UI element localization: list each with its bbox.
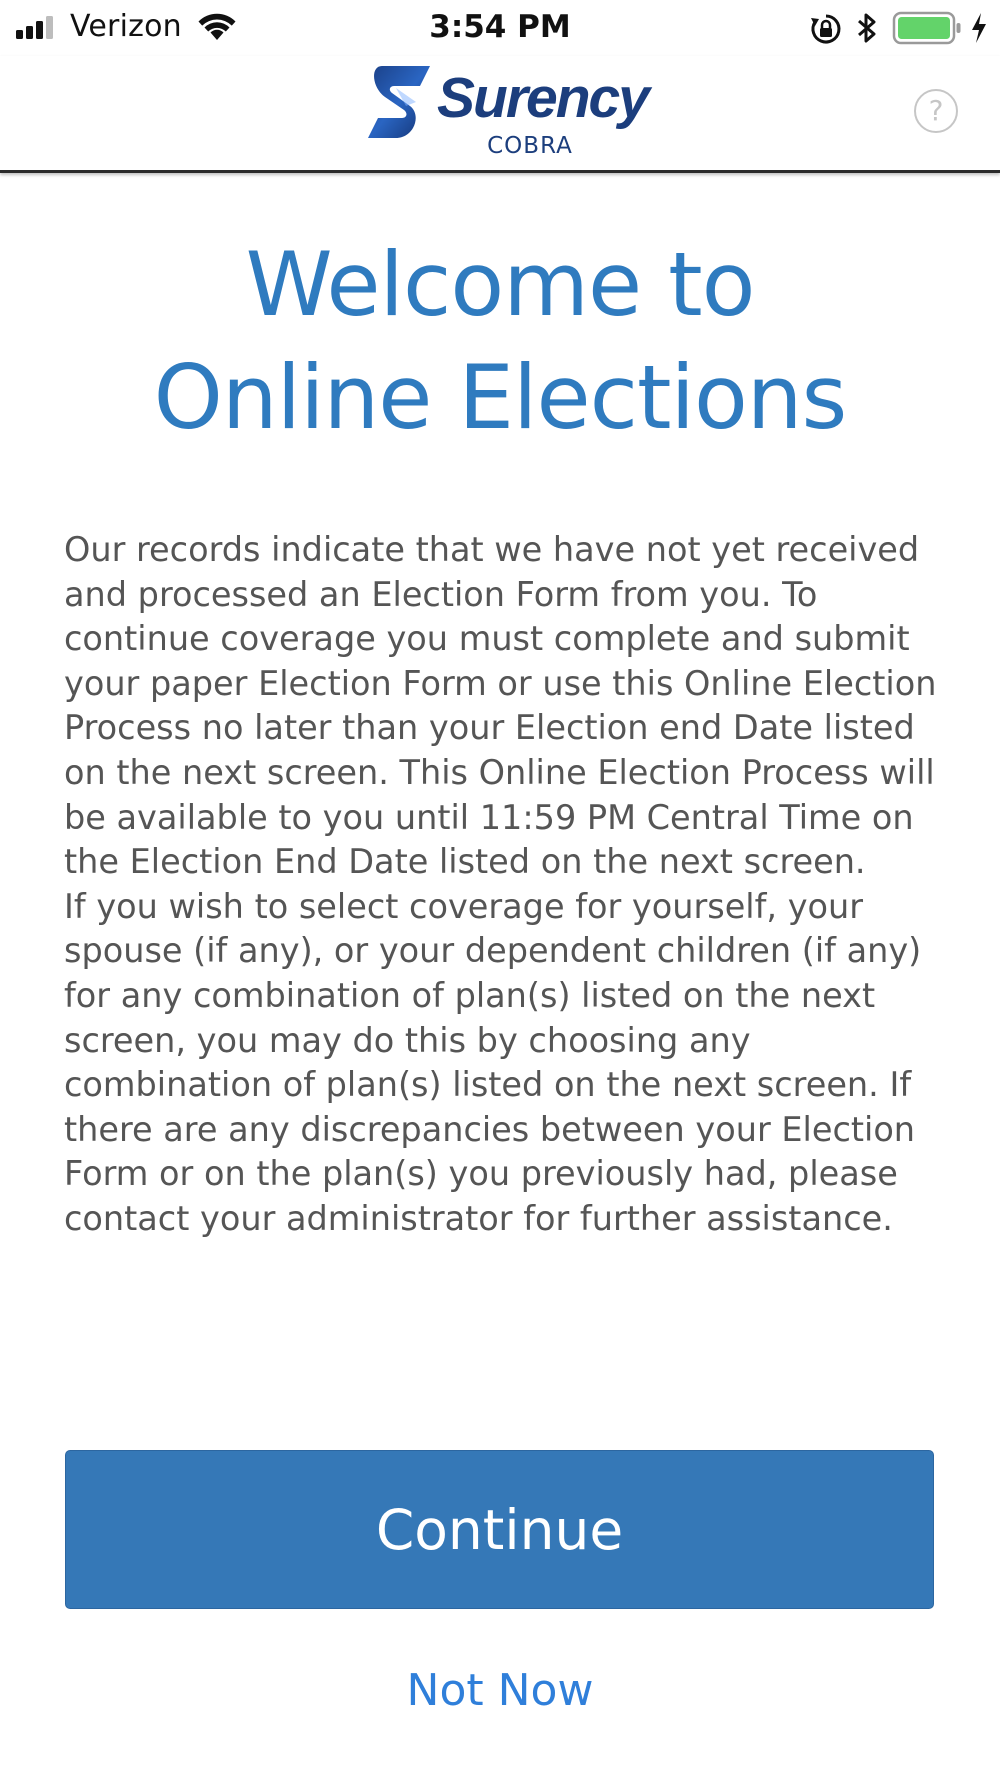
battery-icon bbox=[892, 11, 964, 45]
app-header bbox=[0, 56, 1000, 173]
charging-bolt-icon bbox=[970, 12, 988, 44]
continue-button[interactable]: Continue bbox=[65, 1450, 934, 1609]
page-title-line-1: Welcome to bbox=[245, 233, 755, 336]
status-time: 3:54 PM bbox=[429, 9, 571, 45]
surency-logo-icon bbox=[366, 64, 434, 140]
rotation-lock-icon bbox=[810, 13, 842, 45]
brand-name: Surency bbox=[437, 66, 648, 130]
brand-subtitle: COBRA bbox=[487, 133, 573, 159]
bluetooth-icon bbox=[856, 12, 878, 44]
carrier-name: Verizon bbox=[70, 9, 182, 44]
help-button[interactable]: ? bbox=[914, 89, 958, 133]
not-now-link[interactable]: Not Now bbox=[406, 1665, 594, 1716]
intro-paragraph-1: Our records indicate that we have not yet received and processed an Election Form from you. To continue coverage you must complete and submit your paper Election Form or use this Online Election Process no later than your Election end Date listed on the next screen. This Online Election Process will be available to you until 11:59 PM Central Time on the Election End Date listed on the next screen. bbox=[64, 530, 937, 882]
intro-text bbox=[64, 528, 944, 1242]
intro-paragraph-2: If you wish to select coverage for yourself, your spouse (if any), or your dependent children (if any) for any combination of plan(s) listed on the next screen, you may do this by choosing any combination of plan(s) listed on the next screen. If there are any discrepancies between your Election Form or on the plan(s) you previously had, please contact your administrator for further assistance. bbox=[64, 886, 922, 1238]
page-title-line-2: Online Elections bbox=[153, 346, 847, 449]
page-title bbox=[0, 228, 1000, 454]
status-bar bbox=[0, 0, 1000, 56]
